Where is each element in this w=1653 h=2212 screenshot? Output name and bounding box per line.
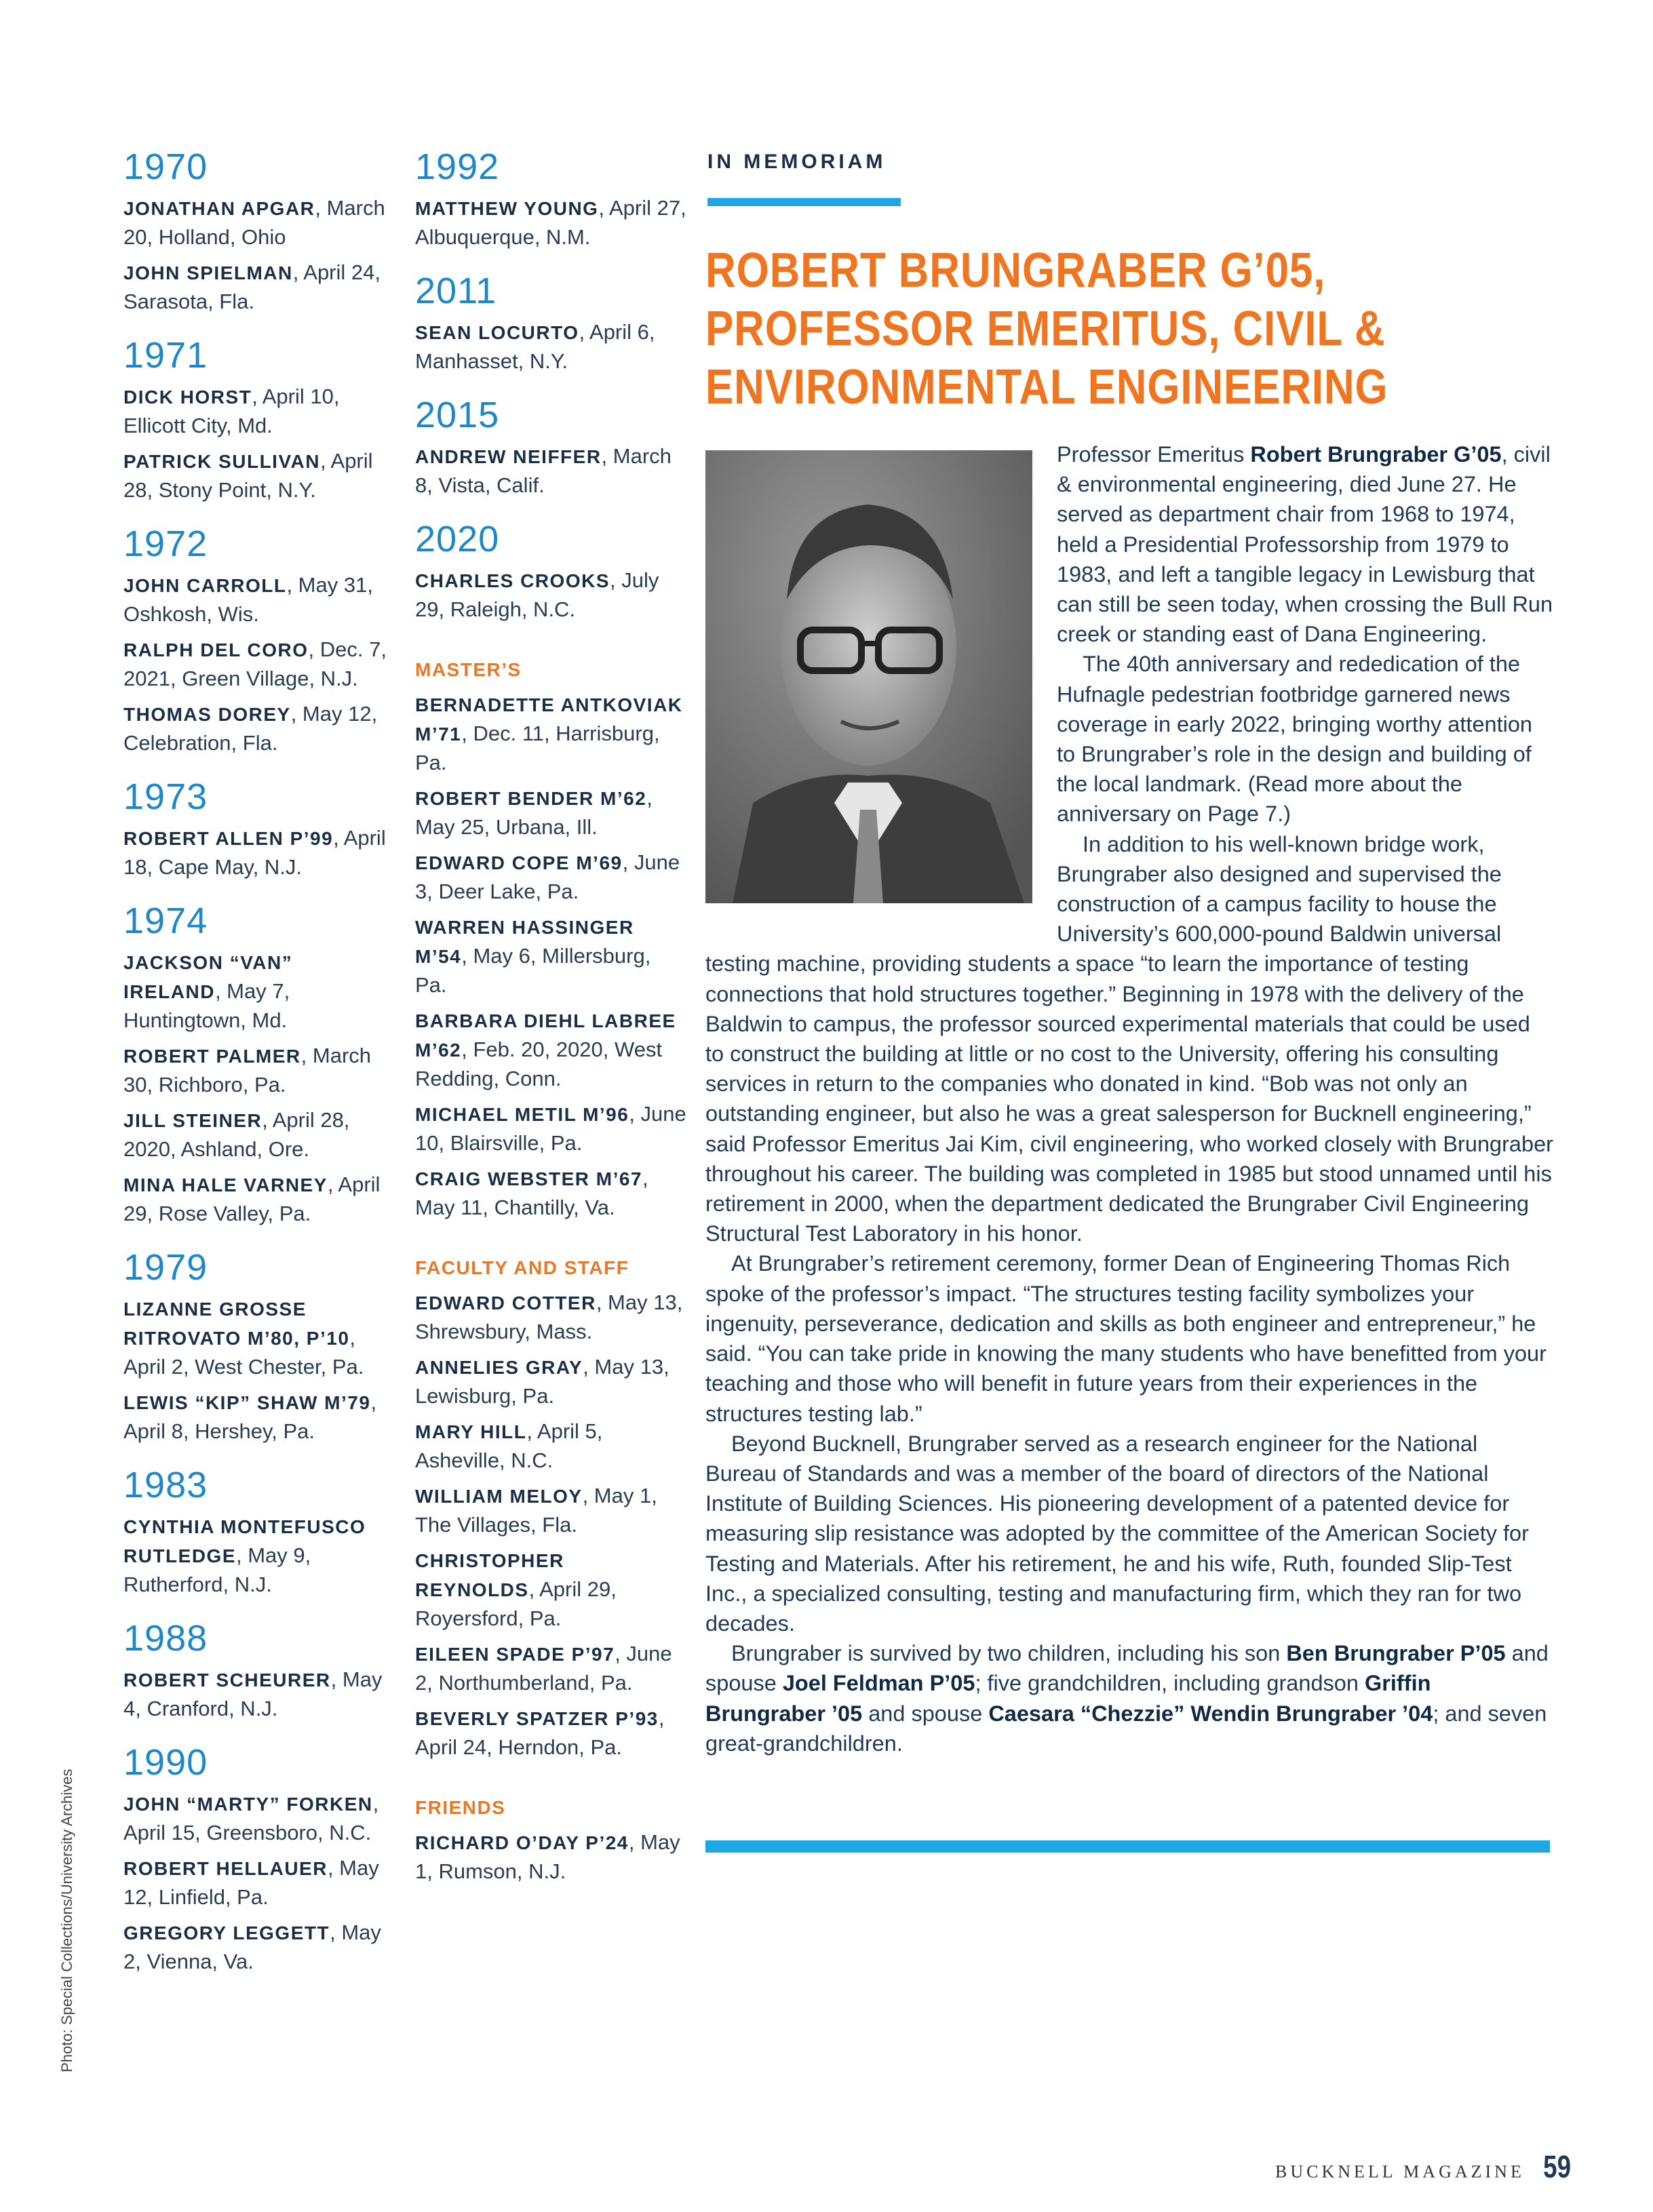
- obituary-entry: [123, 447, 395, 505]
- class-year-heading: 2015: [415, 395, 500, 435]
- obituary-entry: [415, 848, 686, 906]
- magazine-name: BUCKNELL MAGAZINE: [1275, 2162, 1525, 2181]
- article-paragraph: Beyond Bucknell, Brungraber served as a research engineer for the National Bureau of Standards and was a member of the board of directors of the National Institute of Building Sciences. His pioneering development of a patented device for measuring slip resistance was adopted by the committee of the American Society for Testing and Materials. After his retirement, he and his wife, Ruth, founded Slip-Test Inc., a specialized consulting, testing and manufacturing firm, which they ran for two decades.: [705, 1431, 1529, 1636]
- obituary-name: BARBARA DIEHL LABREE M’62: [415, 1010, 676, 1061]
- obituary-entry: [415, 1704, 686, 1762]
- obituary-detail: , March 30, Richboro, Pa.: [123, 1044, 372, 1097]
- obituary-detail: , May 6, Millersburg, Pa.: [415, 944, 651, 997]
- obituary-name: MARY HILL: [415, 1421, 527, 1442]
- obituary-name: JOHN CARROLL: [123, 575, 287, 596]
- section-tag: IN MEMORIAM: [707, 151, 887, 173]
- obituary-column-2: [415, 148, 686, 1893]
- obituary-name: DICK HORST: [123, 387, 252, 408]
- obituary-detail: , April 10, Ellicott City, Md.: [123, 384, 340, 437]
- class-year-heading: 1988: [123, 1618, 208, 1659]
- obituary-entry: [123, 948, 395, 1035]
- obituary-detail: , April 18, Cape May, N.J.: [123, 826, 386, 879]
- obituary-detail: , April 29, Rose Valley, Pa.: [123, 1172, 381, 1225]
- obituary-detail: , April 27, Albuquerque, N.M.: [415, 196, 686, 249]
- obituary-name: EILEEN SPADE P’97: [415, 1644, 615, 1665]
- obituary-detail: , May 7, Huntingtown, Md.: [123, 979, 290, 1032]
- category-heading: FACULTY AND STAFF: [415, 1257, 629, 1278]
- obituary-detail: , April 8, Hershey, Pa.: [123, 1390, 377, 1443]
- obituary-entry: [123, 1790, 395, 1847]
- obituary-detail: , March 20, Holland, Ohio: [123, 196, 385, 249]
- obituary-name: CYNTHIA MONTEFUSCO RUTLEDGE: [123, 1516, 366, 1566]
- obituary-detail: , Dec. 7, 2021, Green Village, N.J.: [123, 637, 387, 690]
- obituary-entry: [123, 635, 395, 693]
- obituary-entry: [123, 1918, 395, 1976]
- class-year-heading: 1990: [123, 1742, 208, 1783]
- obituary-name: ROBERT ALLEN P’99: [123, 828, 334, 849]
- obituary-entry: [123, 1388, 395, 1446]
- obituary-name: ROBERT PALMER: [123, 1046, 301, 1067]
- obituary-detail: , Dec. 11, Harrisburg, Pa.: [415, 722, 660, 774]
- article-paragraph: The 40th anniversary and rededication of the Hufnagle pedestrian footbridge garnered news coverage in early 2022, bringing worthy attention to Brungraber’s role in the design and building of the local landmark. (Read more about the anniversary on Page 7.): [1057, 652, 1532, 827]
- obituary-name: SEAN LOCURTO: [415, 322, 579, 343]
- obituary-name: JONATHAN APGAR: [123, 198, 315, 219]
- obituary-name: CHRISTOPHER REYNOLDS: [415, 1550, 564, 1600]
- obituary-detail: , March 8, Vista, Calif.: [415, 444, 672, 497]
- obituary-name: JACKSON “VAN” IRELAND: [123, 952, 293, 1002]
- obituary-detail: , July 29, Raleigh, N.C.: [415, 568, 659, 621]
- article-paragraph: Professor Emeritus Robert Brungraber G’05, civil & environmental engineering, died June 27. He served as department chair from 1968 to 1974, held a Presidential Professorship from 1979 to 1983, and left a tangible legacy in Lewisburg that can still be seen today, when crossing the Bull Run creek or standing east of Dana Engineering.: [1057, 442, 1553, 647]
- obituary-detail: , May 11, Chantilly, Va.: [415, 1166, 648, 1219]
- obituary-entry: [415, 442, 686, 500]
- page-footer: [1275, 2148, 1574, 2185]
- obituary-entry: [415, 318, 686, 376]
- article-headline: ROBERT BRUNGRABER G’05, PROFESSOR EMERITUS, CIVIL & ENVIRONMENTAL ENGINEERING: [705, 243, 1388, 414]
- class-year-heading: 1971: [123, 335, 208, 376]
- obituary-name: ANDREW NEIFFER: [415, 446, 602, 467]
- article-end-rule: [705, 1840, 1550, 1853]
- obituary-entry: [123, 1042, 395, 1099]
- obituary-name: RICHARD O’DAY P’24: [415, 1832, 629, 1853]
- obituary-entry: [415, 1164, 686, 1222]
- photo-credit: Photo: Special Collections/University Archives: [58, 1769, 75, 2072]
- obituary-entry: [123, 258, 395, 316]
- obituary-entry: [415, 1640, 686, 1697]
- obituary-name: JOHN “MARTY” FORKEN: [123, 1794, 373, 1815]
- obituary-name: ROBERT BENDER M’62: [415, 788, 647, 809]
- obituary-name: JOHN SPIELMAN: [123, 262, 293, 283]
- obituary-entry: [123, 700, 395, 757]
- class-year-heading: 1970: [123, 146, 208, 187]
- category-heading: FRIENDS: [415, 1797, 506, 1818]
- obituary-detail: , April 5, Asheville, N.C.: [415, 1419, 603, 1472]
- obituary-detail: , May 12, Linfield, Pa.: [123, 1856, 379, 1909]
- obituary-entry: [123, 1170, 395, 1228]
- obituary-name: MATTHEW YOUNG: [415, 198, 599, 219]
- obituary-column-1: [123, 148, 395, 1983]
- article-paragraph: Brungraber is survived by two children, including his son Ben Brungraber P’05 and spouse Joel Feldman P’05; five grandchildren, including grandson Griffin Brungraber ’05 and spouse Caesara “Chezzie” Wendin Brungraber ’04; and seven great-grandchildren.: [705, 1641, 1549, 1756]
- obituary-entry: [415, 1288, 686, 1346]
- obituary-entry: [415, 913, 686, 1000]
- class-year-heading: 1979: [123, 1247, 208, 1288]
- class-year-heading: 1992: [415, 146, 500, 187]
- obituary-name: WARREN HASSINGER M’54: [415, 917, 634, 967]
- class-year-heading: 1974: [123, 901, 208, 941]
- section-tag-rule: [707, 198, 901, 206]
- obituary-name: RALPH DEL CORO: [123, 639, 309, 660]
- class-year-heading: 1983: [123, 1465, 208, 1505]
- obituary-name: BEVERLY SPATZER P’93: [415, 1708, 659, 1729]
- obituary-detail: , Feb. 20, 2020, West Redding, Conn.: [415, 1038, 663, 1090]
- obituary-name: CRAIG WEBSTER M’67: [415, 1168, 643, 1189]
- obituary-name: PATRICK SULLIVAN: [123, 451, 320, 472]
- obituary-detail: , May 12, Celebration, Fla.: [123, 702, 378, 755]
- obituary-name: WILLIAM MELOY: [415, 1486, 583, 1507]
- obituary-detail: , May 31, Oshkosh, Wis.: [123, 573, 373, 626]
- class-year-heading: 1972: [123, 524, 208, 564]
- obituary-name: MICHAEL METIL M’96: [415, 1104, 629, 1125]
- obituary-detail: , May 13, Lewisburg, Pa.: [415, 1355, 669, 1408]
- class-year-heading: 1973: [123, 776, 208, 817]
- obituary-name: EDWARD COPE M’69: [415, 852, 623, 873]
- obituary-entry: [123, 194, 395, 252]
- obituary-detail: , May 13, Shrewsbury, Mass.: [415, 1290, 683, 1343]
- obituary-entry: [415, 1828, 686, 1886]
- obituary-detail: , June 10, Blairsville, Pa.: [415, 1102, 686, 1155]
- obituary-detail: , May 25, Urbana, Ill.: [415, 786, 653, 839]
- obituary-detail: , April 24, Herndon, Pa.: [415, 1706, 665, 1759]
- obituary-entry: [123, 1295, 395, 1381]
- article-paragraph: In addition to his well-known bridge work, Brungraber also designed and supervised the construction of a campus facility to house the University’s 600,000-pound Baldwin universal testing machine, providing students a space “to learn the importance of testing connections that hold structures together.” Beginning in 1978 with the delivery of the Baldwin to campus, the professor sourced experimental materials that could be used to construct the building at little or no cost to the University, offering his consulting services in return to the companies who donated in kind. “Bob was not only an outstanding engineer, but also he was a great salesperson for Bucknell engineering,” said Professor Emeritus Jai Kim, civil engineering, who worked closely with Brungraber throughout his career. The building was completed in 1985 but stood unnamed until his retirement in 2000, when the department dedicated the Brungraber Civil Engineering Structural Test Laboratory in his honor.: [705, 831, 1553, 1246]
- obituary-name: ROBERT SCHEURER: [123, 1670, 331, 1691]
- obituary-detail: , April 2, West Chester, Pa.: [123, 1326, 364, 1379]
- obituary-detail: , May 4, Cranford, N.J.: [123, 1667, 383, 1720]
- obituary-detail: , May 9, Rutherford, N.J.: [123, 1543, 311, 1596]
- class-year-heading: 2020: [415, 519, 500, 559]
- obituary-entry: [415, 194, 686, 252]
- obituary-detail: , May 1, The Villages, Fla.: [415, 1484, 657, 1537]
- obituary-name: JILL STEINER: [123, 1110, 262, 1131]
- obituary-name: THOMAS DOREY: [123, 704, 291, 725]
- obituary-entry: [415, 1100, 686, 1158]
- article-body: [705, 439, 1553, 1758]
- obituary-name: ANNELIES GRAY: [415, 1357, 583, 1378]
- obituary-detail: , May 2, Vienna, Va.: [123, 1920, 381, 1973]
- obituary-detail: , April 15, Greensboro, N.C.: [123, 1792, 379, 1844]
- obituary-name: EDWARD COTTER: [415, 1292, 596, 1314]
- obituary-detail: , April 24, Sarasota, Fla.: [123, 260, 381, 313]
- obituary-detail: , April 29, Royersford, Pa.: [415, 1577, 617, 1630]
- obituary-entry: [415, 784, 686, 842]
- obituary-entry: [123, 824, 395, 882]
- obituary-detail: , April 28, Stony Point, N.Y.: [123, 449, 373, 502]
- category-heading: MASTER’S: [415, 659, 522, 680]
- class-year-heading: 2011: [415, 271, 497, 311]
- obituary-name: ROBERT HELLAUER: [123, 1858, 328, 1879]
- obituary-detail: , April 6, Manhasset, N.Y.: [415, 320, 655, 373]
- article-paragraph: At Brungraber’s retirement ceremony, former Dean of Engineering Thomas Rich spoke of the professor’s impact. “The structures testing facility symbolizes your ingenuity, perseverance, dedication and skills as both engineer and entrepreneur,” he said. “You can take pride in knowing the many students who have benefitted from your teaching and those who will benefit in future years from their experiences in the structures testing lab.”: [705, 1251, 1547, 1426]
- obituary-name: MINA HALE VARNEY: [123, 1174, 328, 1196]
- obituary-name: LEWIS “KIP” SHAW M’79: [123, 1392, 371, 1413]
- obituary-entry: [415, 566, 686, 624]
- obituary-detail: , June 2, Northumberland, Pa.: [415, 1642, 672, 1695]
- obituary-entry: [123, 571, 395, 629]
- obituary-entry: [415, 690, 686, 777]
- obituary-entry: [415, 1417, 686, 1475]
- obituary-detail: , April 28, 2020, Ashland, Ore.: [123, 1108, 350, 1161]
- obituary-detail: , June 3, Deer Lake, Pa.: [415, 850, 680, 903]
- obituary-entry: [415, 1006, 686, 1093]
- obituary-entry: [415, 1482, 686, 1539]
- obituary-name: BERNADETTE ANTKOVIAK M’71: [415, 694, 683, 745]
- obituary-entry: [415, 1353, 686, 1410]
- obituary-name: GREGORY LEGGETT: [123, 1922, 330, 1943]
- obituary-entry: [415, 1546, 686, 1633]
- page-number: 59: [1542, 2149, 1571, 2184]
- obituary-name: LIZANNE GROSSE RITROVATO M’80, P’10: [123, 1299, 350, 1349]
- obituary-entry: [123, 1512, 395, 1599]
- obituary-entry: [123, 382, 395, 440]
- obituary-entry: [123, 1106, 395, 1164]
- obituary-detail: , May 1, Rumson, N.J.: [415, 1830, 680, 1883]
- obituary-name: CHARLES CROOKS: [415, 570, 610, 591]
- obituary-entry: [123, 1854, 395, 1912]
- obituary-entry: [123, 1665, 395, 1723]
